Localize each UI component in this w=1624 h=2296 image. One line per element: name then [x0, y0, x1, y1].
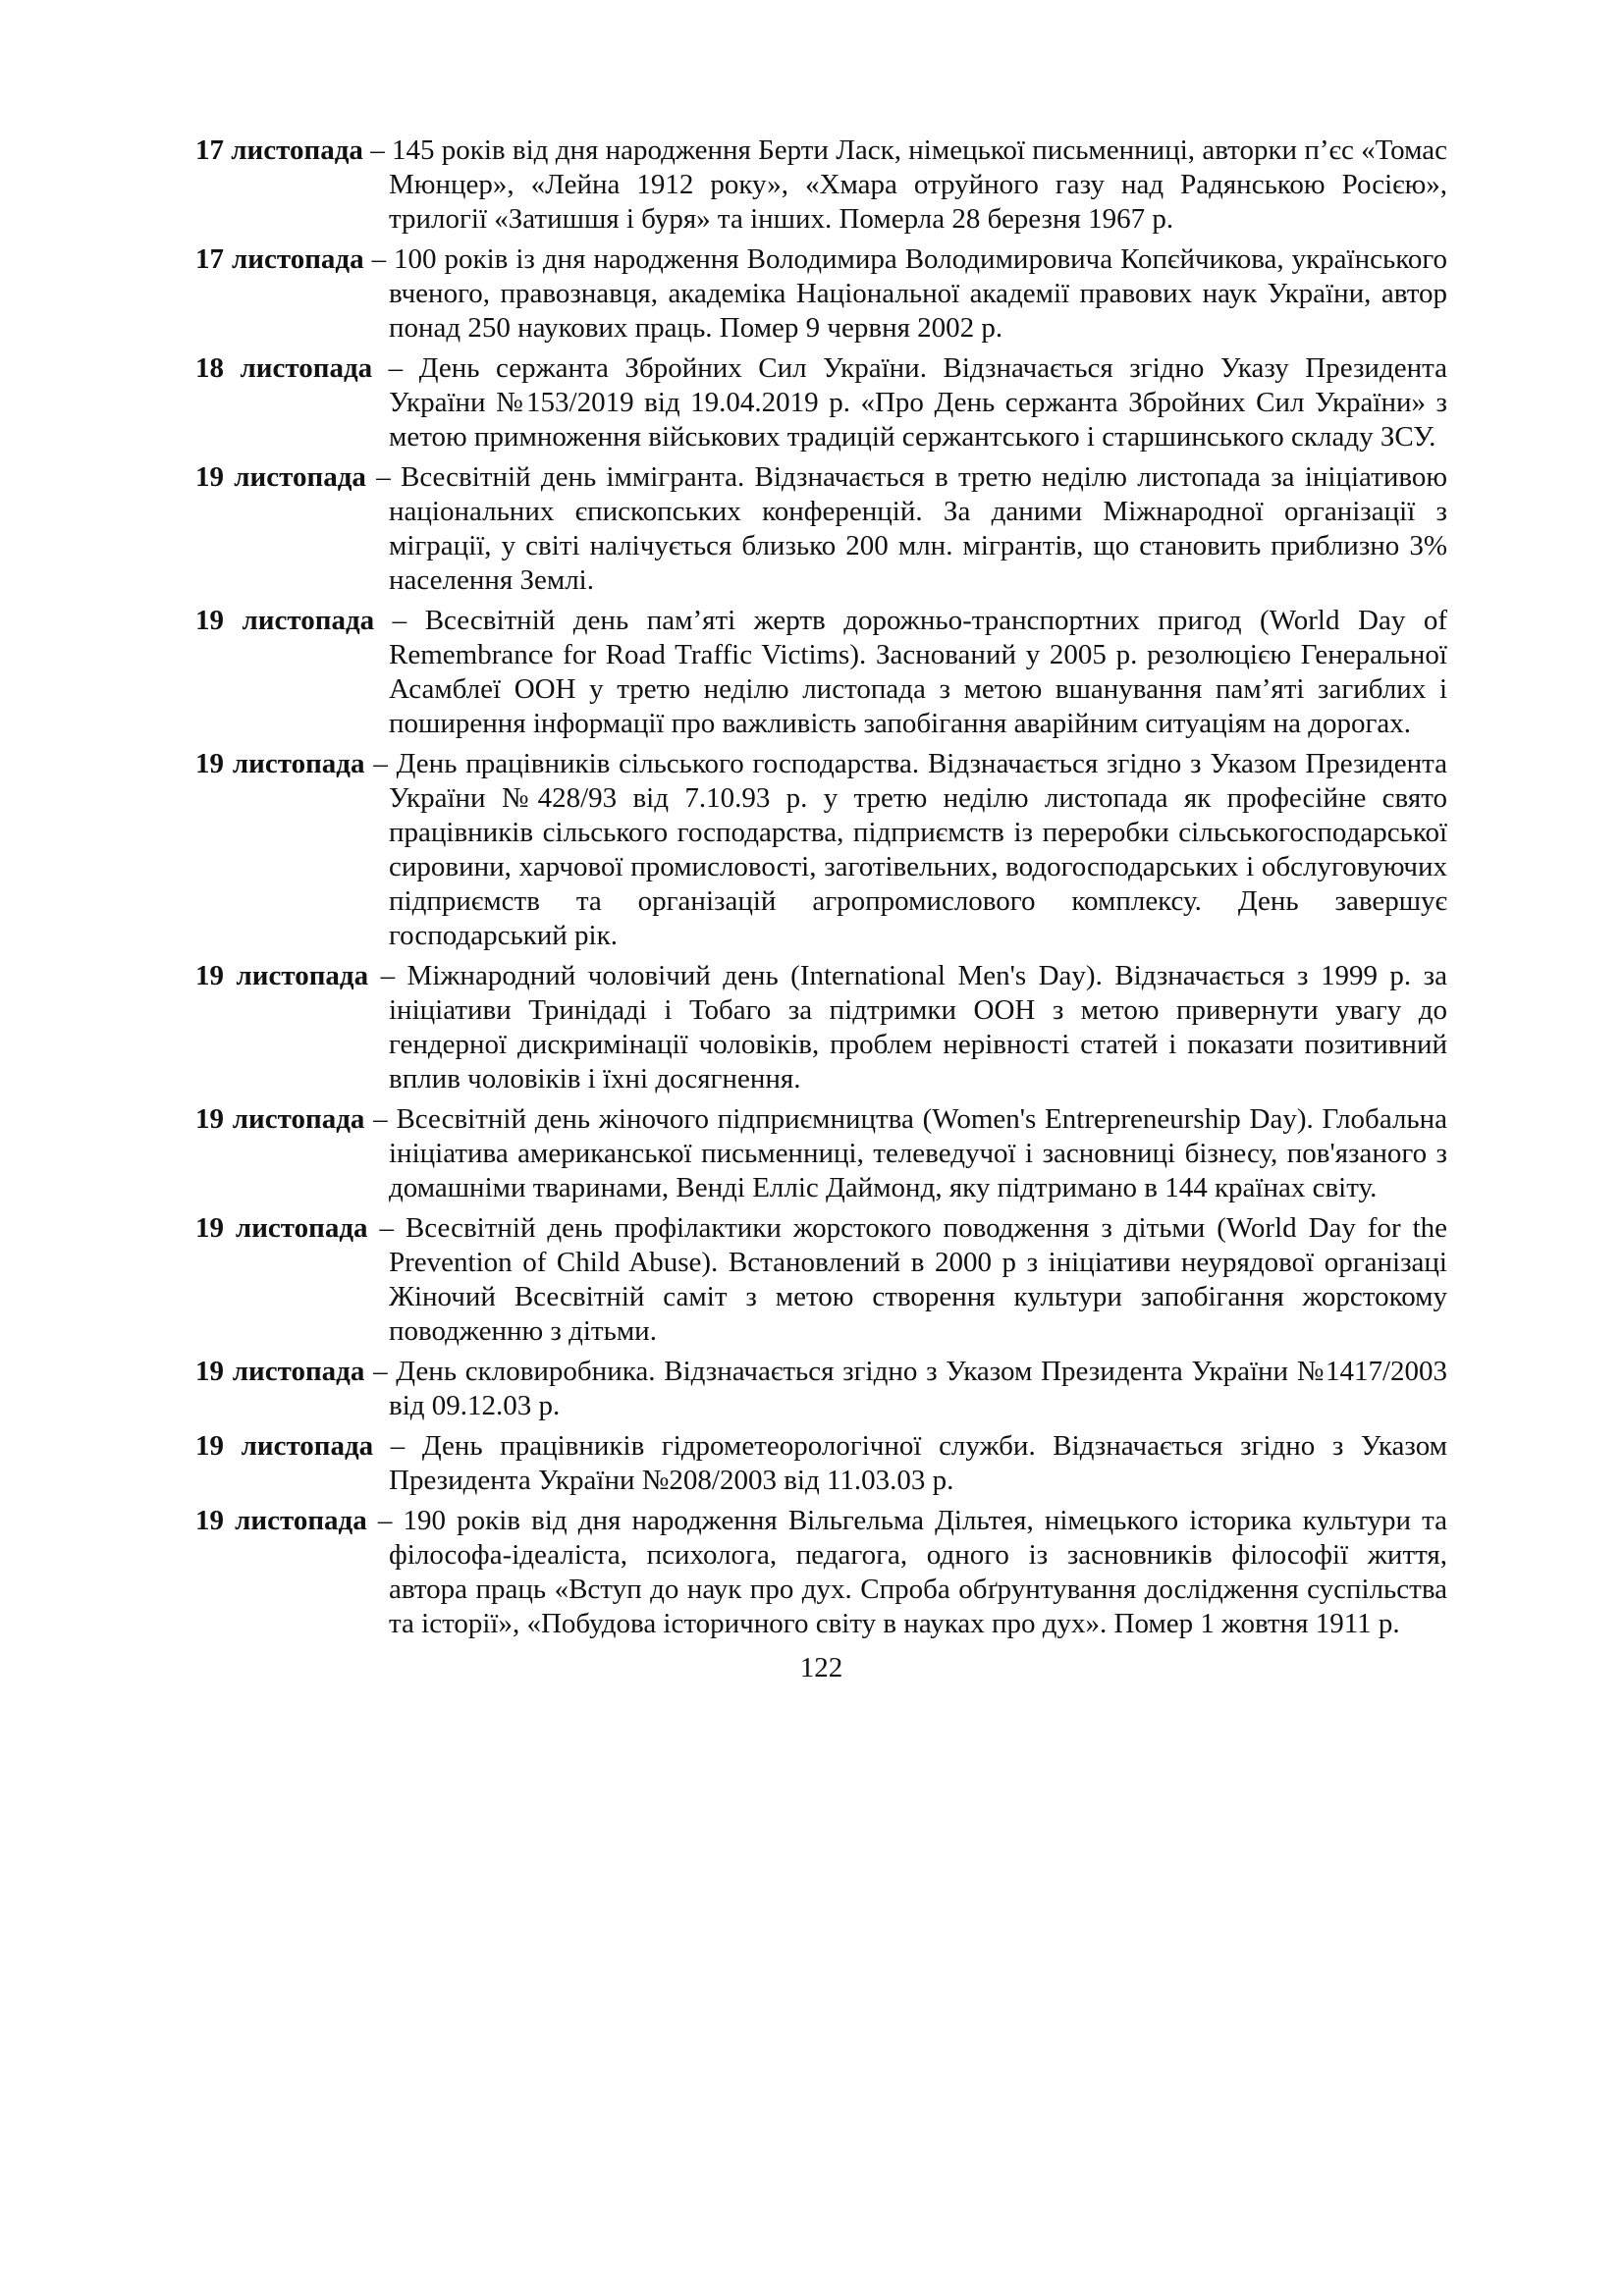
- entry-text: День сержанта Збройних Сил України. Відзначається згідно Указу Президента України №153/2019 від 19.04.2019 р. «Про День сержанта Збройних Сил України» з метою примноження військових традицій сержантського і старшинського складу ЗСУ.: [389, 352, 1447, 453]
- calendar-entry: [195, 351, 1447, 454]
- entry-date: 17 листопада: [195, 243, 364, 275]
- entry-text: Всесвітній день пам’яті жертв дорожньо-транспортних пригод (World Day of Remembrance for Road Traffic Victims). Заснований у 2005 р. резолюцією Генеральної Асамблеї ООН у третю неділю листопада з метою вшанування пам’яті загиблих і поширення інформації про важливість запобігання аварійним ситуаціям на дорогах.: [389, 605, 1448, 739]
- entry-text: Всесвітній день іммігранта. Відзначається в третю неділю листопада за ініціативою національних єпископських конференцій. За даними Міжнародної організації з міграції, у світі налічується близько 200 млн. мігрантів, що становить приблизно 3% населення Землі.: [389, 461, 1448, 596]
- entry-dash: –: [392, 605, 407, 636]
- entry-dash: –: [373, 1356, 388, 1387]
- entry-dash: –: [390, 1430, 406, 1462]
- entry-dash: –: [371, 243, 387, 275]
- entry-text: Міжнародний чоловічий день (International Men's Day). Відзначається з 1999 р. за ініціативи Тринідаді і Тобаго за підтримки ООН з метою привернути увагу до гендерної дискримінації чоловіків, проблем нерівності статей і показати позитивний вплив чоловіків і їхні досягнення.: [389, 960, 1447, 1095]
- calendar-entry: [195, 460, 1447, 598]
- entry-date: 19 листопада: [195, 605, 375, 636]
- entry-dash: –: [388, 352, 404, 384]
- calendar-entry: [195, 133, 1447, 237]
- entry-dash: –: [380, 960, 396, 991]
- entry-text: 190 років від дня народження Вільгельма Дільтея, німецького історика культури та філософа-ідеаліста, психолога, педагога, одного із засновників філософії життя, автора праць «Вступ до наук про дух. Спроба обґрунтування дослідження суспільства та історії», «Побудова історичного світу в науках про дух». Помер 1 жовтня 1911 р.: [389, 1505, 1448, 1639]
- entry-date: 18 листопада: [195, 352, 373, 384]
- entry-text: Всесвітній день жіночого підприємництва (Women's Entrepreneurship Day). Глобальна ініціатива американської письменниці, телеведучої і засновниці бізнесу, пов'язаного з домашніми тваринами, Венді Елліс Даймонд, яку підтримано в 144 країнах світу.: [389, 1103, 1448, 1203]
- entry-text: День працівників сільського господарства. Відзначається згідно з Указом Президента України №428/93 від 7.10.93 р. у третю неділю листопада як професійне свято працівників сільського господарства, підприємств із переробки сільськогосподарської сировини, харчової промисловості, заготівельних, водогосподарських і обслуговуючих підприємств та організацій агропромислового комплексу. День завершує господарський рік.: [389, 748, 1448, 951]
- entry-date: 19 листопада: [195, 1356, 365, 1387]
- entry-date: 17 листопада: [195, 134, 363, 166]
- entry-dash: –: [373, 748, 388, 779]
- entry-date: 19 листопада: [195, 1505, 367, 1536]
- entry-date: 19 листопада: [195, 748, 365, 779]
- entry-text: 145 років від дня народження Берти Ласк, німецької письменниці, авторки п’єс «Томас Мюнцер», «Лейна 1912 року», «Хмара отруйного газу над Радянською Росією», трилогії «Затишшя і буря» та інших. Померла 28 березня 1967 р.: [389, 134, 1448, 235]
- document-page: [195, 133, 1447, 1685]
- page-number: 122: [799, 1652, 843, 1683]
- entry-dash: –: [373, 1103, 388, 1135]
- calendar-entry: [195, 1355, 1447, 1423]
- entry-text: 100 років із дня народження Володимира Володимировича Копєйчикова, українського вченого, правознавця, академіка Національної академії правових наук України, автор понад 250 наукових праць. Помер 9 червня 2002 р.: [389, 243, 1448, 344]
- calendar-entry: [195, 747, 1447, 953]
- entry-date: 19 листопада: [195, 1103, 365, 1135]
- entry-dash: –: [379, 1212, 394, 1244]
- entry-date: 19 листопада: [195, 1212, 368, 1244]
- entry-date: 19 листопада: [195, 1430, 374, 1462]
- calendar-entry: [195, 1429, 1447, 1498]
- calendar-entry: [195, 1102, 1447, 1205]
- entries-list: [195, 133, 1447, 1641]
- calendar-entry: [195, 1211, 1447, 1349]
- entry-dash: –: [377, 1505, 393, 1536]
- calendar-entry: [195, 604, 1447, 741]
- entry-date: 19 листопада: [195, 461, 366, 493]
- calendar-entry: [195, 959, 1447, 1096]
- entry-dash: –: [370, 134, 385, 166]
- entry-text: День скловиробника. Відзначається згідно з Указом Президента України №1417/2003 від 09.12.03 р.: [389, 1356, 1447, 1421]
- entry-text: Всесвітній день профілактики жорстокого поводження з дітьми (World Day for the Prevention of Child Abuse). Встановлений в 2000 р з ініціативи неурядової організаці Жіночий Всесвітній саміт з метою створення культури запобігання жорстокому поводженню з дітьми.: [389, 1212, 1448, 1347]
- calendar-entry: [195, 242, 1447, 346]
- entry-text: День працівників гідрометеорологічної служби. Відзначається згідно з Указом Президента України №208/2003 від 11.03.03 р.: [389, 1430, 1448, 1496]
- entry-date: 19 листопада: [195, 960, 369, 991]
- calendar-entry: [195, 1504, 1447, 1641]
- entry-dash: –: [376, 461, 391, 493]
